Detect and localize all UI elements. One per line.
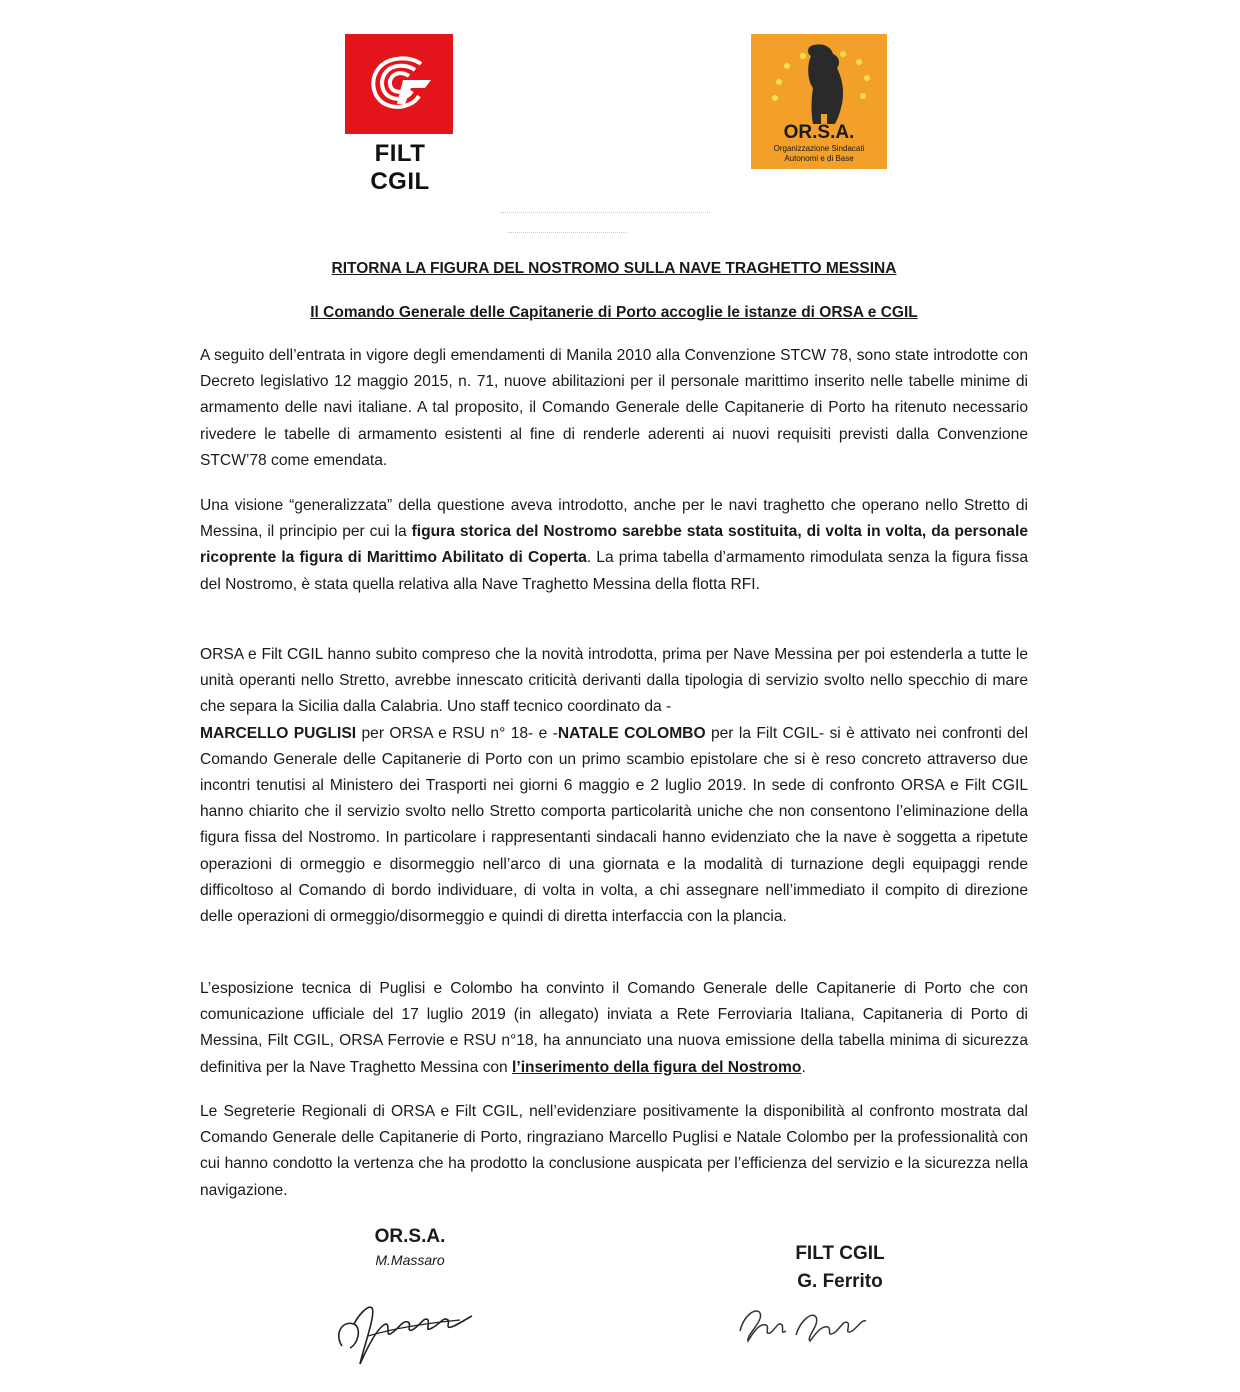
paragraph-2 — [200, 493, 1028, 598]
handwritten-signature-icon — [730, 1291, 880, 1351]
paragraph-4-text: L’esposizione tecnica di Puglisi e Colombo ha convinto il Comando Generale delle Capitanerie di Porto che con comunicazione ufficiale del 17 luglio 2019 (in allegato) inviata a Rete Ferroviaria Italiana, Capitaneria di Porto di Messina, Filt CGIL, ORSA Ferrovie e RSU n°18, ha annunciato una nuova emissione della tabella minima di sicurezza definitiva per la Nave Traghetto Messina con — [200, 980, 1028, 1076]
paragraph-1: A seguito dell’entrata in vigore degli emendamenti di Manila 2010 alla Convenzione STCW 78, sono state introdotte con Decreto legislativo 12 maggio 2015, n. 71, nuove abilitazioni per il personale marittimo inserito nelle tabelle minime di armamento delle navi italiane. A tal proposito, il Comando Generale delle Capitanerie di Porto ha ritenuto necessario rivedere le tabelle di armamento esistenti al fine di renderle aderenti ai nuovi requisiti previsti dalla Convenzione STCW’78 come emendata. — [200, 347, 1028, 469]
filt-cgil-logo-text: FILT CGIL — [370, 140, 430, 195]
signature-orsa-name: M.Massaro — [375, 1252, 445, 1268]
filt-cgil-emblem-icon — [345, 34, 453, 134]
faint-scan-mark — [508, 232, 626, 235]
paragraph-2-text: Una visione “generalizzata” della questione aveva introdotto, anche per le navi traghetto che operano nello Stretto di Messina, il principio per cui la — [200, 497, 1028, 541]
paragraph-3-text-2: per ORSA e RSU n° 18- e - — [356, 724, 558, 742]
paragraph-4 — [200, 976, 1028, 1081]
paragraph-2-text-end: . La prima tabella d’armamento rimodulata senza la figura fissa del Nostromo, è stata quella relativa alla Nave Traghetto Messina della flotta RFI. — [200, 549, 1028, 593]
orsa-logo-subtitle-2: Autonomi e di Base — [784, 154, 854, 163]
paragraph-3 — [200, 642, 1028, 930]
signature-orsa-org: OR.S.A. — [374, 1226, 446, 1247]
orsa-logo-subtitle-1: Organizzazione Sindacati — [773, 144, 865, 153]
signature-filt-cgil-org: FILT CGIL — [795, 1243, 885, 1264]
paragraph-2-bold: figura storica del Nostromo sarebbe stata sostituita, di volta in volta, da personale ricoprente la figura di Marittimo Abilitato di Coperta — [200, 523, 1028, 567]
faint-scan-mark — [500, 212, 710, 215]
document-title: RITORNA LA FIGURA DEL NOSTROMO SULLA NAVE TRAGHETTO MESSINA — [331, 260, 897, 277]
signature-filt-cgil-name: G. Ferrito — [797, 1271, 883, 1292]
name-marcello-puglisi: MARCELLO PUGLISI — [200, 724, 357, 742]
orsa-logo — [751, 34, 887, 169]
paragraph-3-text: ORSA e Filt CGIL hanno subito compreso che la novità introdotta, prima per Nave Messina per poi estenderla a tutte le unità operanti nello Stretto, avrebbe innescato criticità derivanti dalla tipologia di servizio svolto nello specchio di mare che separa la Sicilia dalla Calabria. Uno staff tecnico coordinato da - — [200, 646, 1028, 716]
paragraph-4-text-end: . — [801, 1058, 806, 1076]
orsa-logo-text-block — [751, 121, 887, 169]
paragraph-5: Le Segreterie Regionali di ORSA e Filt CGIL, nell’evidenziare positivamente la disponibilità al confronto mostrata dal Comando Generale delle Capitanerie di Porto, ringraziano Marcello Puglisi e Natale Colombo per la professionalità con cui hanno condotto la vertenza che ha prodotto la conclusione auspicata per l’efficienza del servizio e la sicurezza nella navigazione. — [200, 1103, 1028, 1199]
document-subtitle: Il Comando Generale delle Capitanerie di Porto accoglie le istanze di ORSA e CGIL — [310, 304, 918, 321]
paragraph-3-text-3: per la Filt CGIL- si è attivato nei confronti del Comando Generale delle Capitanerie di Porto con un primo scambio epistolare che si è reso concreto attraverso due incontri tenutisi al Ministero dei Trasporti nei giorni 6 maggio e 2 luglio 2019. In sede di confronto ORSA e Filt CGIL hanno chiarito che il servizio svolto nello Stretto comporta particolarità uniche che non consentono l’eliminazione della figura fissa del Nostromo. In particolare i rappresentanti sindacali hanno evidenziato che la nave è soggetta a ripetute operazioni di ormeggio e disormeggio nell’arco di una giornata e la modalità di turnazione degli equipaggi rende difficoltoso al Comando di bordo individuare, di volta in volta, a chi assegnare nell’immediato il compito di direzione delle operazioni di ormeggio/disormeggio e quindi di diretta interfaccia con la plancia. — [200, 724, 1028, 926]
paragraph-4-underlined: l’inserimento della figura del Nostromo — [512, 1058, 802, 1076]
handwritten-signature-icon — [328, 1286, 478, 1376]
name-natale-colombo: NATALE COLOMBO — [557, 724, 706, 742]
filt-cgil-logo — [345, 34, 455, 196]
orsa-logo-text: OR.S.A. — [783, 122, 855, 143]
signature-filt-cgil — [760, 1243, 920, 1293]
signature-orsa — [330, 1226, 490, 1268]
